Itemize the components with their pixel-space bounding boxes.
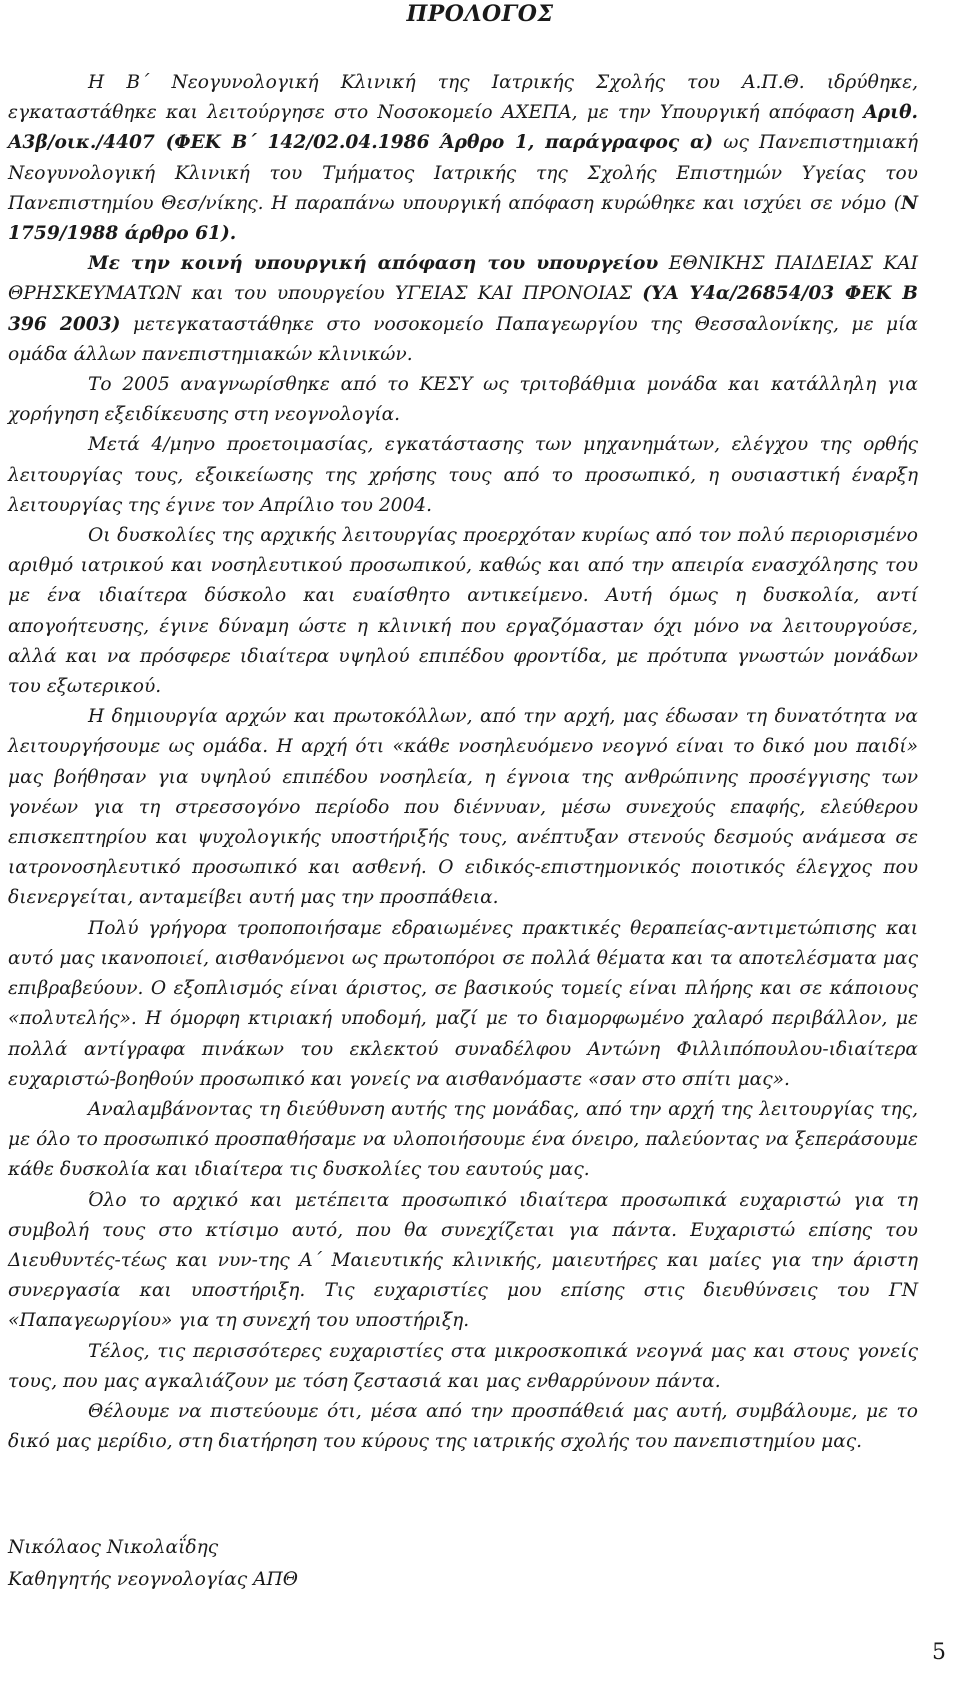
paragraph-thanks-staff: Όλο το αρχικό και μετέπειτα προσωπικό ιδιαίτερα προσωπικά ευχαριστώ για τη συμβολή τους στο κτίσιμο αυτό, που θα συνεχίζεται για πάντα. Ευχαριστώ επίσης του Διευθυντές-τέως και νυν-της Α΄ Μαιευτικής κλινικής, μαιευτήρες και μαίες για την άριστη συνεργασία και υποστήριξη. Τις ευχαριστίες μου επίσης στις διευθύνσεις του ΓΝ «Παπαγεωργίου» για τη συνεχή του υποστήριξη. <box>8 1189 918 1332</box>
paragraph-start: Μετά 4/μηνο προετοιμασίας, εγκατάστασης των μηχανημάτων, ελέγχου της ορθής λειτουργίας τους, εξοικείωσης της χρήσης τους από το προσωπικό, η ουσιαστική έναρξη λειτουργίας της έγινε τον Απρίλιο του 2004. <box>8 434 918 516</box>
paragraph-relocation-lead: Με την κοινή υπουργική απόφαση του υπουργείου <box>88 253 659 275</box>
page-title: ΠΡΟΛΟΓΟΣ <box>406 1 554 27</box>
paragraph-practices: Πολύ γρήγορα τροποποιήσαμε εδραιωμένες πρακτικές θεραπείας-αντιμετώπισης και αυτό μας ικανοποιεί, αισθανόμενοι ως πρωτοπόροι σε πολλά θέματα και τα αποτελέσματα μας επιβραβεύουν. Ο εξοπλισμός είναι άριστος, σε βασικούς τομείς είναι πλήρης και σε κάποιους «πολυτελής». Η όμορφη κτιριακή υποδομή, μαζί με το διαμορφωμένο χαλαρό περιβάλλον, με πολλά αντίγραφα πινάκων του εκλεκτού συναδέλφου Αντώνη Φιλλιπόπουλου-ιδιαίτερα ευχαριστώ-βοηθούν προσωπικό και γονείς να αισθανόμαστε «σαν στο σπίτι μας». <box>8 917 918 1090</box>
paragraph-recognition: Το 2005 αναγνωρίσθηκε από το ΚΕΣΥ ως τριτοβάθμια μονάδα και κατάλληλη για χορήγηση εξειδίκευσης στη νεογνολογία. <box>8 374 918 426</box>
signature-block <box>8 1532 298 1596</box>
paragraph-relocation-text: μετεγκαταστάθηκε στο νοσοκομείο Παπαγεωργίου της Θεσσαλονίκης, με μία ομάδα άλλων πανεπιστημιακών κλινικών. <box>8 313 918 365</box>
paragraph-relocation <box>8 249 918 370</box>
ministries-text: ΕΘΝΙΚΗΣ ΠΑΙΔΕΙΑΣ ΚΑΙ ΘΡΗΣΚΕΥΜΑΤΩΝ και του υπουργείου ΥΓΕΙΑΣ ΚΑΙ ΠΡΟΝΟΙΑΣ <box>8 253 918 305</box>
prologue-body <box>8 68 918 1457</box>
paragraph-founding-text-d: Η παραπάνω υπουργική απόφαση κυρώθηκε και ισχύει σε νόμο ( <box>271 192 902 214</box>
paragraph-thanks-families: Τέλος, τις περισσότερες ευχαριστίες στα μικροσκοπικά νεογνά μας και στους γονείς τους, που μας αγκαλιάζουν με τόση ζεστασιά και μας ενθαρρύνουν πάντα. <box>8 1340 918 1392</box>
page-number: 5 <box>932 1640 946 1665</box>
signature-role: Καθηγητής νεογνολογίας ΑΠΘ <box>8 1569 299 1590</box>
paragraph-founding-text-a: Η Β΄ Νεογυνολογική Κλινική της Ιατρικής Σχολής του Α.Π.Θ. ιδρύθηκε, εγκαταστάθηκε και λειτούργησε στο Νοσοκομείο ΑΧΕΠΑ, με την Υπουργική απόφαση <box>8 72 918 124</box>
signature-name: Νικόλαος Νικολαΐδης <box>8 1537 219 1558</box>
paragraph-direction: Αναλαμβάνοντας τη διεύθυνση αυτής της μονάδας, από την αρχή της λειτουργίας της, με όλο το προσωπικό προσπαθήσαμε να υλοποιήσουμε ένα όνειρο, παλεύοντας να ξεπεράσουμε κάθε δυσκολία και ιδιαίτερα τις δυσκολίες του εαυτούς μας. <box>8 1098 918 1181</box>
paragraph-founding <box>8 68 918 249</box>
decision-reference: Αριθ. Α3β/οικ./4407 (ΦΕΚ Β΄ 142/02.04.1986 Άρθρο 1, παράγραφος α) <box>8 102 918 154</box>
law-reference: Ν 1759/1988 άρθρο 61). <box>8 192 919 245</box>
paragraph-difficulties: Οι δυσκολίες της αρχικής λειτουργίας προερχόταν κυρίως από τον πολύ περιορισμένο αριθμό ιατρικού και νοσηλευτικού προσωπικού, καθώς και από την απειρία ενασχόλησης του με ένα ιδιαίτερα δύσκολο και ευαίσθητο αντικείμενο. Αυτή όμως η δυσκολία, αντί απογοήτευσης, έγινε δύναμη ώστε η κλινική που εργαζόμασταν όχι μόνο να λειτουργούσε, αλλά και να πρόσφερε ιδιαίτερα υψηλού επιπέδου φροντίδα, με πρότυπα γνωστών μονάδων του εξωτερικού. <box>8 525 918 698</box>
gazette-reference: (ΥΑ Υ4α/26854/03 ΦΕΚ Β 396 2003) <box>8 283 919 335</box>
paragraph-closing: Θέλουμε να πιστεύουμε ότι, μέσα από την προσπάθειά μας αυτή, συμβάλουμε, με το δικό μας μερίδιο, στη διατήρηση του κύρους της ιατρικής σχολής του πανεπιστημίου μας. <box>8 1400 918 1453</box>
paragraph-principles: Η δημιουργία αρχών και πρωτοκόλλων, από την αρχή, μας έδωσαν τη δυνατότητα να λειτουργήσουμε ως ομάδα. Η αρχή ότι «κάθε νοσηλευόμενο νεογνό είναι το δικό μου παιδί» μας βοήθησαν για υψηλού επιπέδου νοσηλεία, η έγνοια της ανθρώπινης προσέγγισης των γονέων για τη στρεσσογόνο περίοδο που διέννυαν, μέσω συνεχούς επαφής, ελεύθερου επισκεπτηρίου και ψυχολογικής υποστήριξής τους, ανέπτυξαν στενούς δεσμούς ανάμεσα σε ιατρονοσηλευτικό προσωπικό και ασθενή. Ο ειδικός-επιστημονικός ποιοτικός έλεγχος που διενεργείται, ανταμείβει αυτή μας την προσπάθεια. <box>8 706 918 909</box>
paragraph-founding-text-c: ως Πανεπιστημιακή Νεογυνολογική Κλινική του Τμήματος Ιατρικής της Σχολής Επιστημών Υγείας του Πανεπιστημίου Θεσ/νίκης. <box>8 132 919 214</box>
